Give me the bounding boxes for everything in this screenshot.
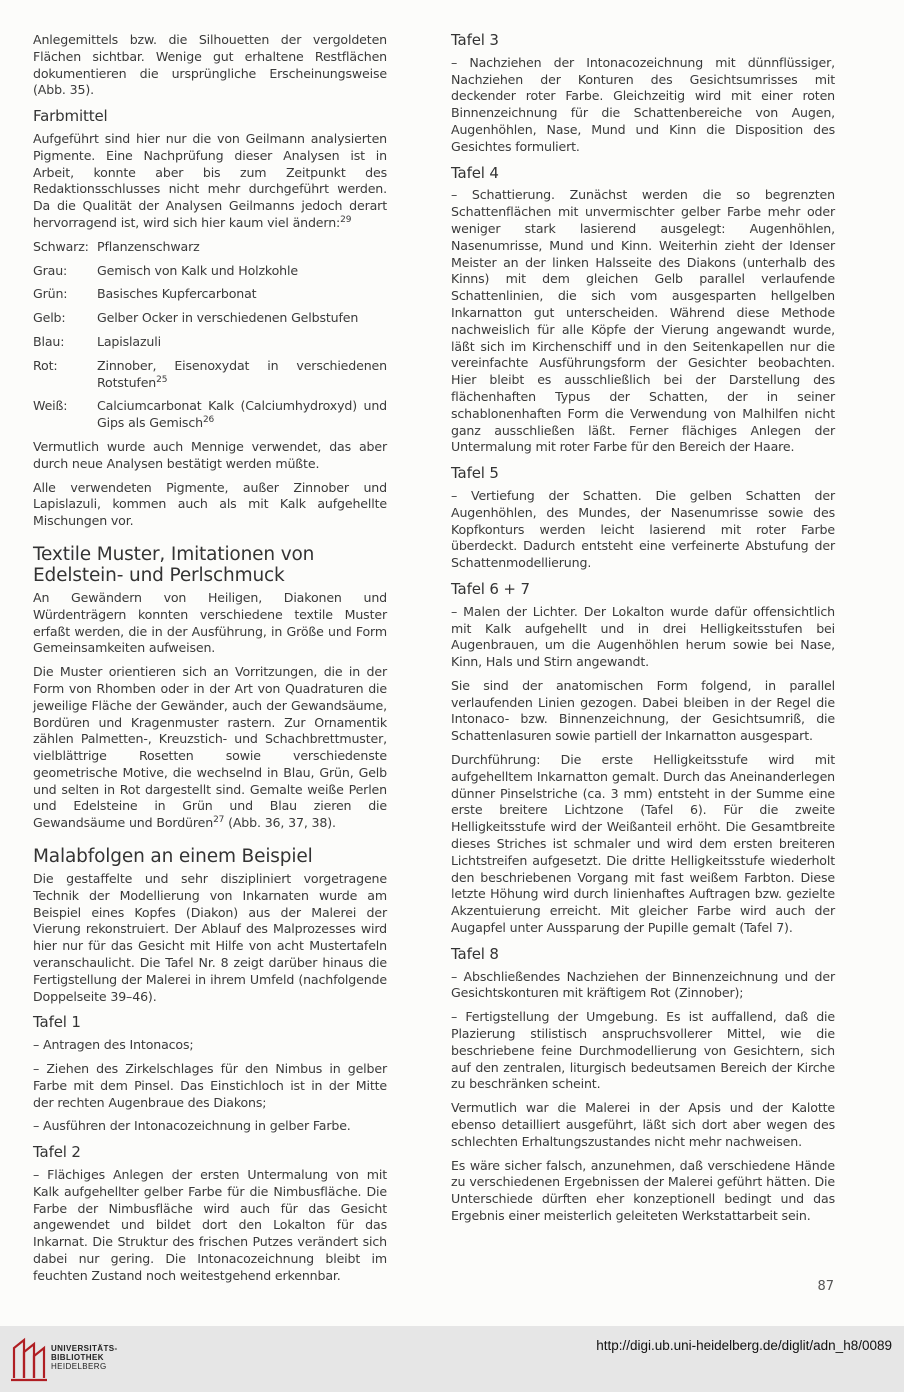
viewer-footer — [0, 1326, 904, 1392]
tafel-5-heading: Tafel 5 — [451, 464, 499, 483]
alle-paragraph: Alle verwendeten Pigmente, außer Zinnober und Lapislazuli, kommen auch als mit Kalk aufgehellte Mischungen vor. — [33, 479, 387, 529]
footnote-ref[interactable]: 27 — [213, 815, 225, 826]
tafel-1-heading: Tafel 1 — [33, 1013, 81, 1032]
tafel-4-heading: Tafel 4 — [451, 163, 499, 182]
malabfolgen-paragraph: Die gestaffelte und sehr diszipliniert vorgetragene Technik der Modellierung von Inkarnaten wurde am Beispiel eines Kopfes (Diakon) aus der Malerei der Vierung rekonstruiert. Der Ablauf des Malprozesses wird hier nur für das Gesicht mit Hilfe von acht Mustertafeln veranschaulicht. Die Tafel Nr. 8 zeigt darüber hinaus die Fertigstellung der Malerei in ihrem Umfeld (nachfolgende Doppelseite 39–46). — [33, 871, 387, 1004]
tafel-1-item: – Ausführen der Intonacozeichnung in gelber Farbe. — [33, 1118, 351, 1134]
tafel-2-paragraph: – Flächiges Anlegen der ersten Untermalung von mit Kalk aufgehellter gelber Farbe für die Nimbusfläche. Die Farbe der Nimbusfläche wird auch für das Gesicht angewendet und bildet dort den Lokalton für das Inkarnat. Die Struktur des frischen Putzes verändert sich dabei nur gering. Die Intonacozeichnung bleibt im feuchten Zustand noch weitestgehend erkennbar. — [33, 1167, 387, 1283]
left-column — [33, 32, 387, 1292]
right-column — [451, 32, 835, 1232]
tafel-1-item: – Antragen des Intonacos; — [33, 1037, 194, 1053]
tafel-6-7-paragraph-3: Durchführung: Die erste Helligkeitsstufe wird mit aufgehelltem Inkarnatton gemalt. Durch das Aneinanderlegen dünner Pinselstriche (ca. 3 mm) entsteht in der Summe eine erste breitere Lichtzone (Tafel 6). Für die zweite Helligkeitsstufe wird der Weißanteil erhöht. Die Gesamtbreite dieses Striches ist schmaler und wird dem ersten breiteren Lichtstreifen aufgesetzt. Die dritte Helligkeitsstufe wiederholt den beschriebenen Vorgang mit fast weißem Farbton. Diese letzte Höhung wird durch linienhaftes Auftragen bzw. gezielte Akzentuierung erreicht. Mit gleicher Farbe wird auch der Augapfel unter Aussparung der Pupille gemalt (Tafel 7). — [451, 752, 835, 936]
intro-paragraph: Anlegemittels bzw. die Silhouetten der vergoldeten Flächen sichtbar. Wenige gut erhaltene Restflächen dokumentieren die ursprüngliche Erscheinungsweise (Abb. 35). — [33, 32, 387, 98]
tafel-6-7-paragraph-2: Sie sind der anatomischen Form folgend, in parallel verlaufenden Linien gezogen. Dabei bleiben in der Regel die Intonaco- bzw. Binnenzeichnung, der Gesichtsumriß, die Schattenlasuren sowie partiell der Inkarnatton ausgespart. — [451, 677, 835, 744]
footnote-ref[interactable]: 29 — [340, 214, 352, 225]
tafel-3-paragraph: – Nachziehen der Intonacozeichnung mit dünnflüssiger, Nachziehen der Konturen des Gesichtsumrisses mit deckender roter Farbe. Gleichzeitig wird mit einer roten Binnenzeichnung für die Schattenbereiche von Augen, Augenhöhlen, Nase, Mund und Kinn die Disposition des Gesichtes formuliert. — [451, 54, 835, 154]
textile-paragraph-1: An Gewändern von Heiligen, Diakonen und Würdenträgern konnten verschiedene textile Muster erfaßt werden, die in der Ausführung, in Größe und Form Gemeinsamkeiten aufweisen. — [33, 589, 387, 656]
tafel-1-item: – Ziehen des Zirkelschlages für den Nimbus in gelber Farbe mit dem Pinsel. Das Einstichloch ist in der Mitte der rechten Augenbraue des Diakons; — [33, 1061, 387, 1110]
pigment-row: Gelb: Gelber Ocker in verschiedenen Gelbstufen — [33, 310, 359, 326]
permalink-url[interactable]: http://digi.ub.uni-heidelberg.de/diglit/adn_h8/0089 — [596, 1338, 892, 1353]
tafel-8-heading: Tafel 8 — [451, 944, 499, 963]
tafel-3-heading: Tafel 3 — [451, 31, 499, 49]
tafel-8-paragraph-4: Es wäre sicher falsch, anzunehmen, daß verschiedene Hände zu verschiedenen Ergebnissen der Malerei geführt hätten. Die Unterschiede dürften eher konzeptionell bedingt und das Ergebnis einer meisterlich geleiteten Werkstattarbeit sein. — [451, 1157, 835, 1223]
tafel-8-paragraph-2: – Fertigstellung der Umgebung. Es ist auffallend, daß die Plazierung stilistisch anspruchsvollerer Mittel, wie die beschriebene feine Durchmodellierung von Gesichtern, sich auf den zentralen, liturgisch bedeutsamen Bereich der Kirche zu beschränken scheint. — [451, 1009, 835, 1092]
tafel-8-paragraph-1: – Abschließendes Nachziehen der Binnenzeichnung und der Gesichtskonturen mit kräftigem Rot (Zinnober); — [451, 968, 835, 1001]
university-library-logo-icon[interactable] — [8, 1334, 50, 1384]
tafel-2-heading: Tafel 2 — [33, 1143, 81, 1162]
pigment-row: Weiß: Calciumcarbonat Kalk (Calciumhydroxyd) und Gips als Gemisch$^{26}$ — [33, 398, 387, 431]
library-name[interactable]: UNIVERSITÄTS- BIBLIOTHEK HEIDELBERG — [51, 1344, 118, 1371]
pigment-row: Blau: Lapislazuli — [33, 333, 161, 349]
pigment-row: Grün: Basisches Kupfercarbonat — [33, 286, 257, 302]
footnote-ref[interactable]: 26 — [202, 414, 215, 425]
tafel-4-paragraph: – Schattierung. Zunächst werden die so begrenzten Schattenflächen mit unvermischter gelber Farbe mehr oder weniger stark lasierend ausgelegt: Augenhöhlen, Nasenumrisse, Mund und Kinn. Weiterhin zieht der Idenser Meister an der linken Halsseite des Diakons (unterhalb des Kinns) mit dem gleichen Gelb parallel verlaufende Schattenlinien, die sich vom ausgesparten hellgelben Inkarnatton gut unterscheiden. Während diese Methode nachweislich für alle Köpfe der Vierung angewandt wurde, läßt sich im Kirchenschiff und in den Seitenkapellen nur die vereinfachte Ausführungsform der Gesichter beobachten. Hier bleibt es ausschließlich bei der Darstellung des flächenhaften Typus der Schatten, der in seiner schablonenhaften Form die Verwendung von Malhilfen nicht ganz ausschließen läßt. Ferner flächiges Anlegen der Untermalung mit roter Farbe für den Bereich der Haare. — [451, 187, 835, 455]
pigment-row: Rot: Zinnober, Eisenoxydat in verschiedenen Rotstufen$^{25}$ — [33, 357, 387, 390]
tafel-5-paragraph: – Vertiefung der Schatten. Die gelben Schatten der Augenhöhlen, des Mundes, der Nasenumrisse sowie des Kopfkonturs werden leicht lasierend mit roter Farbe überdeckt. Dadurch entsteht eine verfeinerte Abstufung der Schattenmodellierung. — [451, 487, 835, 571]
footnote-ref[interactable]: 25 — [156, 374, 168, 385]
mennige-paragraph: Vermutlich wurde auch Mennige verwendet, das aber durch neue Analysen bestätigt werden müßte. — [33, 438, 387, 471]
tafel-8-paragraph-3: Vermutlich war die Malerei in der Apsis und der Kalotte ebenso detailliert ausgeführt, läßt sich dort aber wegen des schlechten Erhaltungszustandes nicht mehr nachweisen. — [451, 1100, 835, 1149]
pigment-row: Grau: Gemisch von Kalk und Holzkohle — [33, 262, 298, 278]
textile-heading: Textile Muster, Imitationen von Edelstein- und Perlschmuck — [33, 543, 315, 586]
farbmittel-paragraph: Aufgeführt sind hier nur die von Geilmann analysierten Pigmente. Eine Nachprüfung dieser Analysen ist in Arbeit, konnte aber bis zum Zeitpunkt des Redaktionsschlusses nicht mehr durchgeführt werden. Da die Qualität der Analysen Geilmanns jedoch derart hervorragend ist, wird sich hier kaum viel ändern:$^{29}$ — [33, 130, 387, 230]
tafel-6-7-paragraph-1: – Malen der Lichter. Der Lokalton wurde dafür offensichtlich mit Kalk aufgehellt und in drei Helligkeitsstufen bei Augenbrauen, um die Augenhöhlen herum sowie bei Nase, Kinn, Hals und Stirn angewandt. — [451, 603, 835, 670]
page-number: 87 — [817, 1279, 834, 1294]
malabfolgen-heading: Malabfolgen an einem Beispiel — [33, 846, 313, 868]
textile-paragraph-2: Die Muster orientieren sich an Vorritzungen, die in der Form von Rhomben oder in der Art von Quadraturen die jeweilige Fläche der Gewänder, auch der Gewandsäume, Bordüren und Kragenmuster rastern. Zur Ornamentik zählen Palmetten-, Kreuzstich- und Schachbrettmuster, vielblättrige Rosetten sowie verschiedenste geometrische Motive, die wechselnd in Blau, Grün, Gelb und selten in Rot dargestellt sind. Gemalte weiße Perlen und Edelsteine in Grün und Blau zieren die Gewandsäume und Bordüren$^{27}$ (Abb. 36, 37, 38). — [33, 664, 387, 831]
farbmittel-heading: Farbmittel — [33, 107, 108, 126]
tafel-6-7-heading: Tafel 6 + 7 — [451, 579, 530, 598]
pigment-row: Schwarz: Pflanzenschwarz — [33, 238, 200, 254]
